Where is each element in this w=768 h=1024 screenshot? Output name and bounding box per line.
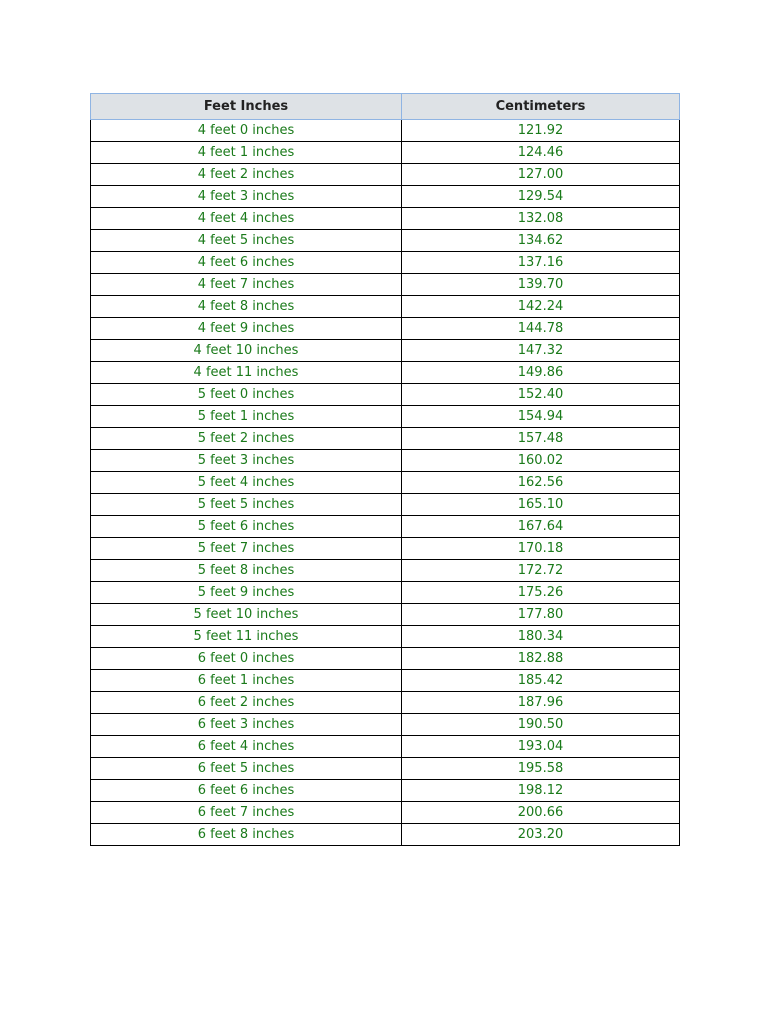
centimeters-cell: 134.62: [402, 230, 680, 252]
feet-inches-cell: 5 feet 6 inches: [91, 516, 402, 538]
centimeters-cell: 193.04: [402, 736, 680, 758]
centimeters-cell: 185.42: [402, 670, 680, 692]
centimeters-cell: 177.80: [402, 604, 680, 626]
centimeters-cell: 142.24: [402, 296, 680, 318]
centimeters-cell: 154.94: [402, 406, 680, 428]
feet-inches-cell: 5 feet 4 inches: [91, 472, 402, 494]
feet-inches-cell: 4 feet 3 inches: [91, 186, 402, 208]
table-row: [91, 736, 680, 758]
feet-inches-cell: 6 feet 5 inches: [91, 758, 402, 780]
feet-inches-cell: 4 feet 0 inches: [91, 120, 402, 142]
centimeters-cell: 165.10: [402, 494, 680, 516]
header-feet-inches: Feet Inches: [91, 94, 402, 120]
feet-inches-cell: 5 feet 3 inches: [91, 450, 402, 472]
feet-inches-cell: 4 feet 11 inches: [91, 362, 402, 384]
centimeters-cell: 200.66: [402, 802, 680, 824]
table-row: [91, 186, 680, 208]
feet-inches-cell: 5 feet 9 inches: [91, 582, 402, 604]
centimeters-cell: 124.46: [402, 142, 680, 164]
table-row: [91, 670, 680, 692]
feet-inches-cell: 5 feet 11 inches: [91, 626, 402, 648]
header-row: [91, 94, 680, 120]
table-row: [91, 560, 680, 582]
table-body: [91, 120, 680, 846]
centimeters-cell: 132.08: [402, 208, 680, 230]
centimeters-cell: 149.86: [402, 362, 680, 384]
feet-inches-cell: 5 feet 8 inches: [91, 560, 402, 582]
table-row: [91, 692, 680, 714]
feet-inches-cell: 5 feet 1 inches: [91, 406, 402, 428]
table-row: [91, 494, 680, 516]
feet-inches-cell: 4 feet 9 inches: [91, 318, 402, 340]
feet-inches-cell: 6 feet 2 inches: [91, 692, 402, 714]
feet-inches-cell: 6 feet 4 inches: [91, 736, 402, 758]
feet-inches-cell: 4 feet 1 inches: [91, 142, 402, 164]
table-header: [91, 94, 680, 120]
table-row: [91, 824, 680, 846]
table-row: [91, 318, 680, 340]
table-row: [91, 604, 680, 626]
centimeters-cell: 147.32: [402, 340, 680, 362]
feet-inches-cell: 4 feet 7 inches: [91, 274, 402, 296]
table-row: [91, 428, 680, 450]
feet-inches-cell: 6 feet 8 inches: [91, 824, 402, 846]
feet-inches-cell: 4 feet 10 inches: [91, 340, 402, 362]
centimeters-cell: 172.72: [402, 560, 680, 582]
table-row: [91, 384, 680, 406]
centimeters-cell: 203.20: [402, 824, 680, 846]
table-row: [91, 450, 680, 472]
table-row: [91, 362, 680, 384]
centimeters-cell: 137.16: [402, 252, 680, 274]
table-row: [91, 516, 680, 538]
table-row: [91, 340, 680, 362]
feet-inches-cell: 5 feet 0 inches: [91, 384, 402, 406]
feet-inches-cell: 4 feet 8 inches: [91, 296, 402, 318]
centimeters-cell: 160.02: [402, 450, 680, 472]
table-row: [91, 472, 680, 494]
table-row: [91, 714, 680, 736]
table-row: [91, 780, 680, 802]
table-row: [91, 120, 680, 142]
table-row: [91, 538, 680, 560]
table-row: [91, 406, 680, 428]
centimeters-cell: 162.56: [402, 472, 680, 494]
centimeters-cell: 180.34: [402, 626, 680, 648]
feet-inches-cell: 6 feet 3 inches: [91, 714, 402, 736]
centimeters-cell: 198.12: [402, 780, 680, 802]
table-row: [91, 208, 680, 230]
table-row: [91, 758, 680, 780]
table-row: [91, 802, 680, 824]
feet-inches-cell: 5 feet 7 inches: [91, 538, 402, 560]
centimeters-cell: 182.88: [402, 648, 680, 670]
table-row: [91, 648, 680, 670]
table-row: [91, 164, 680, 186]
table-row: [91, 230, 680, 252]
centimeters-cell: 190.50: [402, 714, 680, 736]
centimeters-cell: 127.00: [402, 164, 680, 186]
feet-inches-cell: 6 feet 7 inches: [91, 802, 402, 824]
feet-inches-cell: 4 feet 6 inches: [91, 252, 402, 274]
feet-inches-cell: 6 feet 1 inches: [91, 670, 402, 692]
table-row: [91, 142, 680, 164]
feet-inches-cell: 5 feet 10 inches: [91, 604, 402, 626]
centimeters-cell: 152.40: [402, 384, 680, 406]
feet-inches-cell: 4 feet 5 inches: [91, 230, 402, 252]
feet-inches-cell: 6 feet 6 inches: [91, 780, 402, 802]
feet-inches-cell: 4 feet 4 inches: [91, 208, 402, 230]
centimeters-cell: 157.48: [402, 428, 680, 450]
centimeters-cell: 170.18: [402, 538, 680, 560]
centimeters-cell: 175.26: [402, 582, 680, 604]
table-row: [91, 626, 680, 648]
centimeters-cell: 121.92: [402, 120, 680, 142]
table-row: [91, 582, 680, 604]
centimeters-cell: 139.70: [402, 274, 680, 296]
feet-inches-cell: 5 feet 5 inches: [91, 494, 402, 516]
centimeters-cell: 195.58: [402, 758, 680, 780]
centimeters-cell: 129.54: [402, 186, 680, 208]
table-row: [91, 296, 680, 318]
centimeters-cell: 187.96: [402, 692, 680, 714]
feet-inches-cell: 4 feet 2 inches: [91, 164, 402, 186]
feet-inches-cell: 5 feet 2 inches: [91, 428, 402, 450]
header-centimeters: Centimeters: [402, 94, 680, 120]
table-row: [91, 274, 680, 296]
conversion-table: [90, 93, 680, 846]
centimeters-cell: 144.78: [402, 318, 680, 340]
centimeters-cell: 167.64: [402, 516, 680, 538]
feet-inches-cell: 6 feet 0 inches: [91, 648, 402, 670]
table-row: [91, 252, 680, 274]
